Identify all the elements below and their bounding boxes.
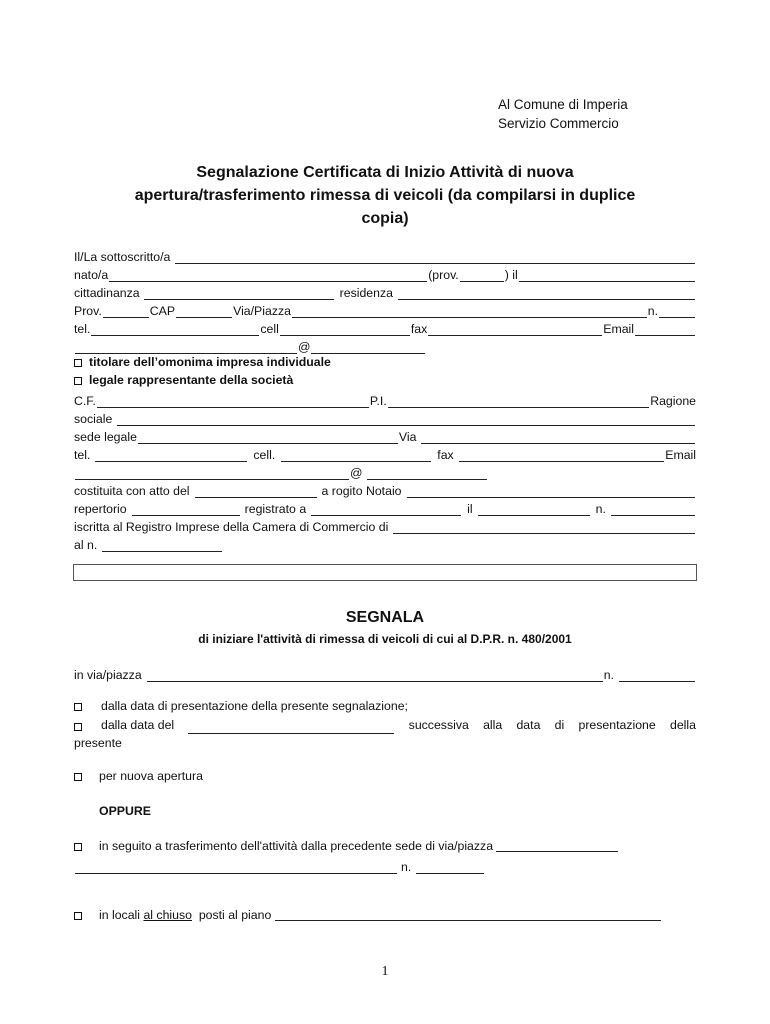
- row-costituita: [74, 480, 696, 498]
- label-prov-res: Prov.: [74, 304, 102, 318]
- option-legale-label: legale rappresentante della società: [89, 373, 294, 387]
- field-company-cell[interactable]: [281, 449, 431, 462]
- field-rea-numero[interactable]: [102, 539, 222, 552]
- field-data-inizio[interactable]: [188, 721, 394, 734]
- row-al-n: [74, 534, 696, 552]
- label-cell: cell: [260, 322, 279, 336]
- label-company-cell: cell.: [253, 448, 276, 462]
- field-email-domain[interactable]: [311, 341, 425, 354]
- label-locali-pre: in locali: [99, 908, 144, 922]
- row-trasferimento-n: [74, 856, 696, 874]
- document-title: [80, 161, 690, 230]
- field-registrato[interactable]: [311, 503, 461, 516]
- field-cittadinanza[interactable]: [144, 287, 334, 300]
- field-sede-attivita[interactable]: [147, 669, 603, 682]
- field-data-nascita[interactable]: [519, 269, 695, 282]
- field-precedente-via[interactable]: [496, 839, 618, 852]
- label-rogito: a rogito Notaio: [321, 484, 402, 498]
- title-line-3: copia): [361, 210, 409, 227]
- field-pi[interactable]: [388, 395, 649, 408]
- option-legale[interactable]: [74, 372, 293, 388]
- checkbox-icon[interactable]: [74, 843, 82, 851]
- field-cap[interactable]: [176, 305, 232, 318]
- field-residenza[interactable]: [398, 287, 695, 300]
- field-luogo-nascita[interactable]: [109, 269, 427, 282]
- checkbox-icon[interactable]: [74, 773, 82, 781]
- row-cf-pi: [74, 390, 696, 408]
- label-company-fax: fax: [437, 448, 454, 462]
- option-nuova-apertura[interactable]: [74, 768, 203, 784]
- label-at: @: [298, 340, 311, 354]
- label-email: Email: [603, 322, 634, 336]
- field-company-tel[interactable]: [95, 449, 247, 462]
- label-fax: fax: [410, 322, 428, 336]
- option-locali[interactable]: [74, 907, 661, 923]
- label-sociale: sociale: [74, 412, 113, 426]
- label-iscritta: iscritta al Registro Imprese della Camera di Commercio di: [74, 520, 389, 534]
- field-sede-numero[interactable]: [619, 669, 695, 682]
- title-line-2: apertura/trasferimento rimessa di veicoli (da compilarsi in duplice: [134, 187, 636, 204]
- field-tel[interactable]: [91, 323, 259, 336]
- checkbox-icon[interactable]: [74, 703, 82, 711]
- field-via-piazza[interactable]: [292, 305, 647, 318]
- field-notaio[interactable]: [407, 485, 695, 498]
- label-al-chiuso: al chiuso: [143, 908, 192, 922]
- label-tel: tel.: [74, 322, 91, 336]
- label-data-del: dalla data del: [101, 718, 175, 732]
- field-email-user[interactable]: [75, 341, 297, 354]
- checkbox-icon[interactable]: [74, 359, 82, 367]
- label-residenza: residenza: [339, 286, 393, 300]
- field-precedente-numero[interactable]: [416, 861, 484, 874]
- word-data: data: [516, 718, 541, 732]
- field-fax[interactable]: [428, 323, 602, 336]
- field-data-atto[interactable]: [195, 485, 317, 498]
- label-cf: C.F.: [74, 394, 96, 408]
- field-prov-nascita[interactable]: [460, 269, 504, 282]
- label-reg-il: il: [467, 502, 473, 516]
- field-sottoscritto[interactable]: [175, 251, 695, 264]
- label-oppure: OPPURE: [99, 804, 151, 818]
- checkbox-icon[interactable]: [74, 377, 82, 385]
- label-sottoscritto: Il/La sottoscritto/a: [74, 250, 171, 264]
- word-alla: alla: [483, 718, 503, 732]
- field-ragione-sociale[interactable]: [117, 413, 695, 426]
- option-titolare[interactable]: [74, 354, 331, 370]
- label-precedente-n: n.: [401, 860, 412, 874]
- page-number: 1: [381, 964, 389, 979]
- label-company-email: Email: [665, 448, 696, 462]
- field-prov-res[interactable]: [103, 305, 149, 318]
- row-nato: [74, 264, 696, 282]
- label-registrato: registrato a: [244, 502, 307, 516]
- row-company-contatti: [74, 444, 696, 462]
- word-presente: presente: [74, 736, 122, 750]
- label-company-tel: tel.: [74, 448, 91, 462]
- label-costituita: costituita con atto del: [74, 484, 190, 498]
- label-sede-n: n.: [603, 668, 614, 682]
- label-repertorio: repertorio: [74, 502, 127, 516]
- field-numero-civico[interactable]: [659, 305, 695, 318]
- field-company-email-domain[interactable]: [367, 467, 487, 480]
- field-camera-commercio[interactable]: [393, 521, 695, 534]
- field-sede-via[interactable]: [421, 431, 695, 444]
- label-pi: P.I.: [369, 394, 387, 408]
- field-cf[interactable]: [97, 395, 369, 408]
- option-data-del[interactable]: [74, 716, 696, 752]
- row-contatti: [74, 318, 696, 336]
- field-reg-data[interactable]: [478, 503, 590, 516]
- label-prov: (prov.: [428, 268, 459, 282]
- checkbox-icon[interactable]: [74, 723, 82, 731]
- row-in-via: [74, 664, 696, 682]
- word-della: della: [670, 718, 696, 732]
- field-company-email-user[interactable]: [75, 467, 349, 480]
- option-presentazione-label: dalla data di presentazione della presente segnalazione;: [101, 699, 408, 713]
- label-cittadinanza: cittadinanza: [74, 286, 140, 300]
- empty-box: [73, 564, 697, 581]
- field-cell[interactable]: [280, 323, 410, 336]
- segnala-heading: SEGNALA: [345, 609, 425, 626]
- checkbox-icon[interactable]: [74, 912, 82, 920]
- label-al-n: al n.: [74, 538, 98, 552]
- field-email-1[interactable]: [635, 323, 695, 336]
- row-email: [74, 336, 696, 354]
- segnala-subheading: di iniziare l'attività di rimessa di veicoli di cui al D.P.R. n. 480/2001: [198, 632, 572, 646]
- option-titolare-label: titolare dell’omonima impresa individuale: [89, 355, 331, 369]
- row-sociale: [74, 408, 696, 426]
- word-presentazione: presentazione: [578, 718, 656, 732]
- option-trasferimento[interactable]: [74, 838, 618, 854]
- field-company-fax[interactable]: [459, 449, 665, 462]
- field-sede-legale[interactable]: [138, 431, 398, 444]
- row-sede-legale: [74, 426, 696, 444]
- label-in-via: in via/piazza: [74, 668, 142, 682]
- recipient-line-1: Al Comune di Imperia: [498, 97, 628, 112]
- label-via-piazza: Via/Piazza: [233, 304, 291, 318]
- field-piano[interactable]: [275, 908, 661, 921]
- row-cittadinanza: [74, 282, 696, 300]
- option-trasferimento-label: in seguito a trasferimento dell'attività dalla precedente sede di via/piazza: [99, 839, 494, 853]
- row-sottoscritto: [74, 246, 696, 264]
- option-nuova-apertura-label: per nuova apertura: [99, 769, 203, 783]
- label-sede-legale: sede legale: [74, 430, 137, 444]
- label-reg-n: n.: [595, 502, 606, 516]
- row-indirizzo: [74, 300, 696, 318]
- label-company-at: @: [350, 466, 363, 480]
- label-il: ) il: [504, 268, 518, 282]
- word-di: di: [554, 718, 565, 732]
- label-posti-piano: posti al piano: [191, 908, 272, 922]
- label-via: Via: [398, 430, 417, 444]
- word-successiva: successiva: [408, 718, 469, 732]
- label-numero: n.: [647, 304, 658, 318]
- title-line-1: Segnalazione Certificata di Inizio Attività di nuova: [196, 164, 574, 181]
- field-reg-numero[interactable]: [611, 503, 695, 516]
- row-company-email: [74, 462, 696, 480]
- field-precedente-via-cont[interactable]: [75, 861, 397, 874]
- label-nato: nato/a: [74, 268, 109, 282]
- field-repertorio[interactable]: [132, 503, 240, 516]
- recipient-line-2: Servizio Commercio: [498, 116, 619, 131]
- option-presentazione[interactable]: [74, 698, 408, 714]
- label-ragione: Ragione: [650, 394, 696, 408]
- label-cap: CAP: [149, 304, 176, 318]
- row-iscritta: [74, 516, 696, 534]
- row-repertorio: [74, 498, 696, 516]
